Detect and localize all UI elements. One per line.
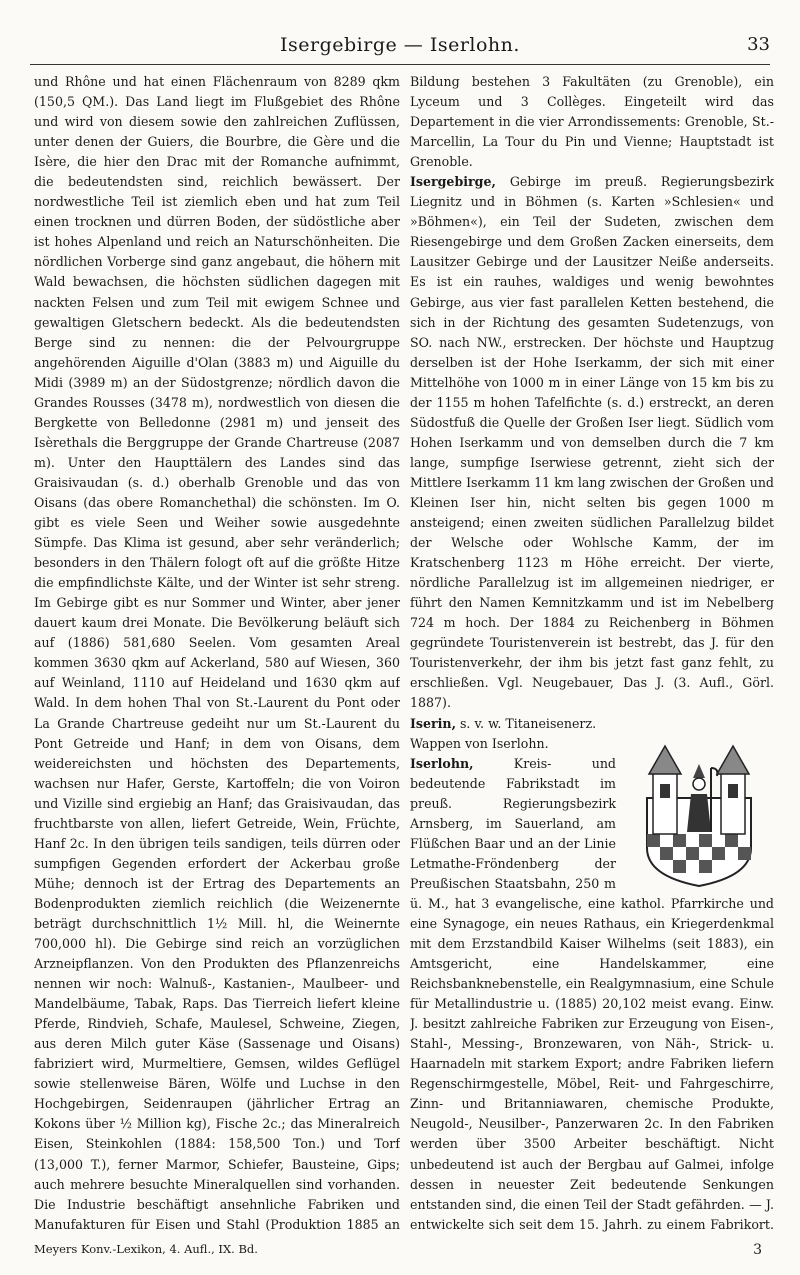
page-footer bbox=[34, 1242, 770, 1262]
entry-text-isergebirge: Gebirge im preuß. Regierungsbezirk Liegnitz und in Böhmen (s. Karten »Schlesien« und »Böhmen«), ein Teil der Sudeten, zwischen dem Riesengebirge und dem Großen Zacken einerseits, dem Lausitzer Gebirge und der Lausitzer Neiße anderseits. Es ist ein rauhes, waldiges und wenig bewohntes Gebirge, aus vier fast parallelen Ketten bestehend, die sich in der Richtung des gesamten Sudetenzugs, von SO. nach NW., erstrecken. Der höchste und Hauptzug derselben ist der Hohe Iserkamm, der sich mit einer Mittelhöhe von 1000 m in einer Länge von 15 km bis zu der 1155 m hohen Tafelfichte (s. d.) erstreckt, an deren Südostfuß die Quelle der Großen Iser liegt. Südlich vom Hohen Iserkamm und von demselben durch die 7 km lange, sumpfige Iserwiese getrennt, zieht sich der Mittlere Iserkamm 11 km lang zwischen der Großen und Kleinen Iser hin, nicht selten bis gegen 1000 m ansteigend; einen zweiten südlichen Parallelzug bildet der Welsche oder Wohlsche Kamm, der im Kratschenberg 1123 m Höhe erreicht. Der vierte, nördliche Parallelzug ist im allgemeinen niedriger, er führt den Namen Kemnitzkamm und ist im Nebelberg 724 m hoch. Der 1884 zu Reichenberg in Böhmen gegründete Touristenverein ist bestrebt, das J. für den Touristenverkehr, der ihm bis jetzt fast ganz fehlt, zu erschließen. Vgl. Neugebauer, Das J. (3. Aufl., Görl. 1887). bbox=[410, 174, 774, 711]
right-column bbox=[410, 72, 774, 1232]
entry-isergebirge bbox=[410, 172, 774, 713]
entry-text-iserlohn: Kreis- und bedeutende Fabrikstadt im preuß. Regierungsbezirk Arnsberg, im Sauerland, am Flüßchen Baar und an der Linie Letmathe-Fröndenberg der Preußischen Staatsbahn, 250 m ü. M., hat 3 evangelische, eine kathol. Pfarrkirche und eine Synagoge, ein neues Rathaus, ein Kriegerdenkmal mit dem Erzstandbild Kaiser Wilhelms (seit 1883), ein Amtsgericht, eine Handelskammer, eine Reichsbanknebenstelle, ein Realgymnasium, eine Schule für Metallindustrie u. (1885) 20,102 meist evang. Einw. J. besitzt zahlreiche Fabriken zur Erzeugung von Eisen-, Stahl-, Messing-, Bronzewaren, von Näh-, Strick- u. Haarnadeln mit starkem Export; andre Fabriken liefern Regenschirmgestelle, Möbel, Reit- und Fahrgeschirre, Zinn- und Britanniawaren, chemische Produkte, Neugold-, Neusilber-, Panzerwaren 2c. In den Fabriken werden über 3500 Arbeiter beschäftigt. Nicht unbedeutend ist auch der Bergbau auf Galmei, infolge dessen in neuester Zeit bedeutende Senkungen entstanden sind, die einen Teil der Stadt gefährden. — J. entwickelte sich seit dem 15. Jahrh. zu einem Fabrikort. bbox=[410, 755, 774, 1232]
entry-term-isergebirge: Isergebirge, bbox=[410, 174, 496, 190]
entry-text-iserin: s. v. w. Titaneisenerz. bbox=[455, 715, 597, 731]
footer-signature: 3 bbox=[753, 1242, 762, 1258]
page-title: Isergebirge — Iserlohn. bbox=[280, 34, 520, 56]
isere-continuation-text: und Rhône und hat einen Flächenraum von 8289 qkm (150,5 QM.). Das Land liegt im Flußgebiet des Rhône und wird von diesem sowie den zahlreichen Zuflüssen, unter denen der Guiers, die Bourbre, die Gère und die Isère, die hier den Drac mit der Romanche aufnimmt, die bedeutendsten sind, reichlich bewässert. Der nordwestliche Teil ist ziemlich eben und hat zum Teil einen trocknen und dürren Boden, der südöstliche aber ist hohes Alpenland und reich an Naturschönheiten. Die nördlichen Vorberge sind ganz angebaut, die höhern mit Wald bewachsen, die höchsten südlichen dagegen mit nackten Felsen und zum Teil mit ewigem Schnee und gewaltigen Gletschern bedeckt. Als die bedeutendsten Berge sind zu nennen: die der Pelvourgruppe angehörenden Aiguille d'Olan (3883 m) und Aiguille du Midi (3989 m) an der Südostgrenze; nördlich davon die Grandes Rousses (3478 m), nordwestlich von diesen die Bergkette von Belledonne (2981 m) und jenseit des Isèrethals die Berggruppe der Grande Chartreuse (2087 m). Unter den Haupttälern des Landes sind das Graisivaudan (s. d.) oberhalb Grenoble und das von Oisans (das obere Romanchethal) die schönsten. Im O. gibt es viele Seen und Weiher sowie ausgedehnte Sümpfe. Das Klima ist gesund, aber sehr veränderlich; besonders in den Thälern fologt oft auf die größte Hitze die empfindlichste Kälte, und der Winter ist sehr streng. Im Gebirge gibt es nur Sommer und Winter, aber jener dauert kaum drei Monate. Die Bevölkerung beläuft sich auf (1886) 581,680 Seelen. Vom gesamten Areal kommen 3630 qkm auf Ackerland, 580 auf Wiesen, 360 auf Weinland, 1110 auf Heideland und 1630 qkm auf Wald. In dem hohen Thal von St.-Laurent du Pont oder La Grande Chartreuse gedeiht nur um St.-Laurent du Pont Getreide und Hanf; in dem von Oisans, dem weidereichsten und höchsten des Departements, wachsen nur Hafer, Gerste, Kartoffeln; die von Voiron und Vizille sind ergiebig an Hanf; das Graisivaudan, das fruchtbarste von allen, liefert Getreide, Wein, Früchte, Hanf 2c. In den übrigen teils sandigen, teils dürren oder sumpfigen Gegenden erfordert der Ackerbau große Mühe; dennoch ist der Ertrag des Departements an Bodenprodukten ziemlich reichlich (die Weizenernte beträgt durchschnittlich 1½ Mill. hl, die Weinernte 700,000 hl). Die Gebirge sind reich an vorzüglichen Arzneipflanzen. Von den Produkten des Pflanzenreichs nennen wir noch: Walnuß-, Kastanien-, Maulbeer- und Mandelbäume, Tabak, Raps. Das Tierreich liefert kleine Pferde, Rindvieh, Schafe, Maulesel, Schweine, Ziegen, aus deren Milch guter Käse (Sassenage und Oisans) fabriziert wird, Murmeltiere, Gemsen, wildes Geflügel sowie stellenweise Bären, Wölfe und Luchse in den Hochgebirgen, Seidenraupen (jährlicher Ertrag an Kokons über ½ Million kg), Fische 2c.; das Mineralreich Eisen, Steinkohlen (1884: 158,500 Ton.) und Torf (13,000 T.), ferner Marmor, Schiefer, Bausteine, Gips; auch mehrere besuchte Mineralquellen sind vorhanden. Die Industrie beschäftigt ansehnliche Fabriken und Manufakturen für Eisen und Stahl (Produktion 1885 an bbox=[34, 74, 400, 1232]
coat-of-arms-caption: Wappen von Iserlohn. bbox=[410, 735, 549, 751]
entry-term-iserlohn: Iserlohn, bbox=[410, 755, 474, 771]
entry-iserin bbox=[410, 714, 774, 734]
isere-conclusion-text: Bildung bestehen 3 Fakultäten (zu Grenoble), ein Lyceum und 3 Collèges. Eingeteilt wird das Departement in die vier Arrondissements: Grenoble, St.-Marcellin, La Tour du Pin und Vienne; Hauptstadt ist Grenoble. bbox=[410, 74, 774, 170]
footer-source: Meyers Konv.-Lexikon, 4. Aufl., IX. Bd. bbox=[34, 1242, 258, 1256]
running-header bbox=[30, 30, 770, 65]
page-number: 33 bbox=[747, 34, 770, 55]
left-column bbox=[34, 72, 400, 1232]
entry-term-iserin: Iserin, bbox=[410, 715, 456, 731]
coat-of-arms-image bbox=[639, 738, 759, 888]
coat-of-arms-figure bbox=[624, 738, 774, 888]
